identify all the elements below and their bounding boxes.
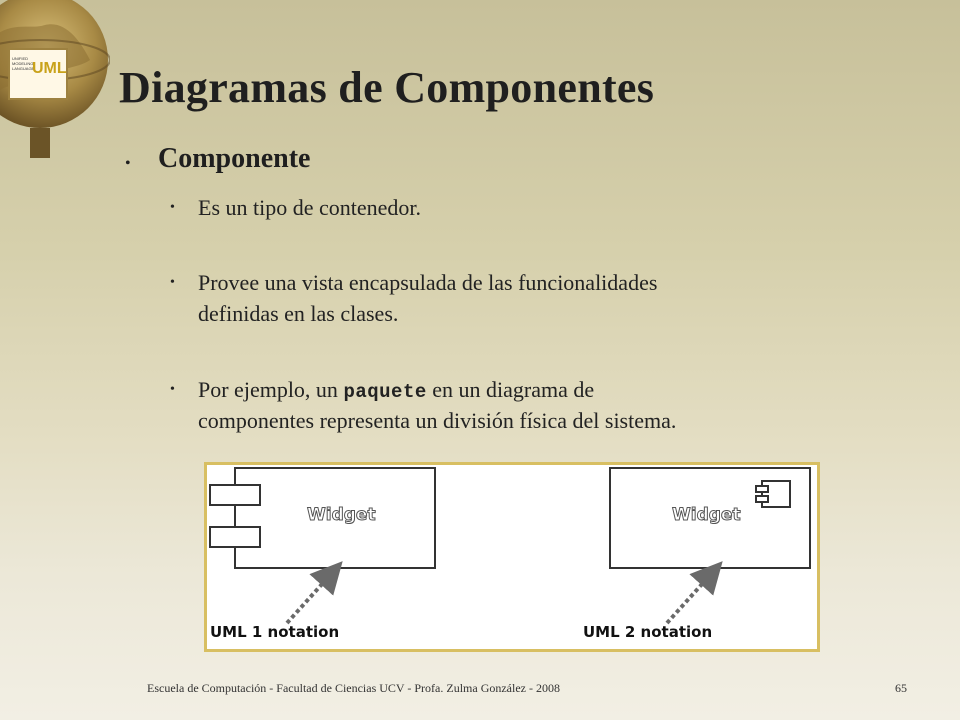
sub-bullet-text: definidas en las clases. xyxy=(198,301,399,326)
component-notation-figure xyxy=(204,462,820,652)
uml1-component-tab-bottom xyxy=(210,527,260,547)
uml2-widget-label: Widget xyxy=(672,505,741,525)
bullet-dot: • xyxy=(170,200,175,215)
bullet-dot: • xyxy=(170,275,175,290)
keyword-paquete: paquete xyxy=(343,381,427,403)
uml1-arrow xyxy=(287,573,332,623)
footer-text: Escuela de Computación - Facultad de Ciencias UCV - Profa. Zulma González - 2008 xyxy=(147,681,560,695)
text-run: Por ejemplo, un xyxy=(198,377,344,402)
uml2-arrow xyxy=(667,573,712,623)
bullet-dot: • xyxy=(125,155,131,172)
bullet-dot: • xyxy=(170,382,175,397)
uml-logo xyxy=(8,48,68,100)
logo-mark: UML xyxy=(32,60,67,77)
uml2-notation-caption: UML 2 notation xyxy=(583,623,713,641)
logo-line: UNIFIED xyxy=(12,56,28,61)
sub-bullet-text: Provee una vista encapsulada de las funcionalidades xyxy=(198,270,658,295)
sub-bullet-text xyxy=(198,374,594,408)
text-run: en un diagrama de xyxy=(426,377,595,402)
slide-title: Diagramas de Componentes xyxy=(119,63,655,112)
sub-bullet-text: componentes representa un división física del sistema. xyxy=(198,408,677,433)
logo-line: LANGUAGE xyxy=(12,66,35,71)
main-bullet-text: Componente xyxy=(158,143,311,174)
page-number: 65 xyxy=(895,681,907,695)
logo-line: MODELING xyxy=(12,61,34,66)
sub-bullet-text: Es un tipo de contenedor. xyxy=(198,195,422,220)
notation-diagram xyxy=(207,465,817,649)
uml1-component-tab-top xyxy=(210,485,260,505)
component-stereotype-icon xyxy=(756,481,790,507)
uml1-notation-caption: UML 1 notation xyxy=(210,623,340,641)
uml1-widget-label: Widget xyxy=(307,505,376,525)
